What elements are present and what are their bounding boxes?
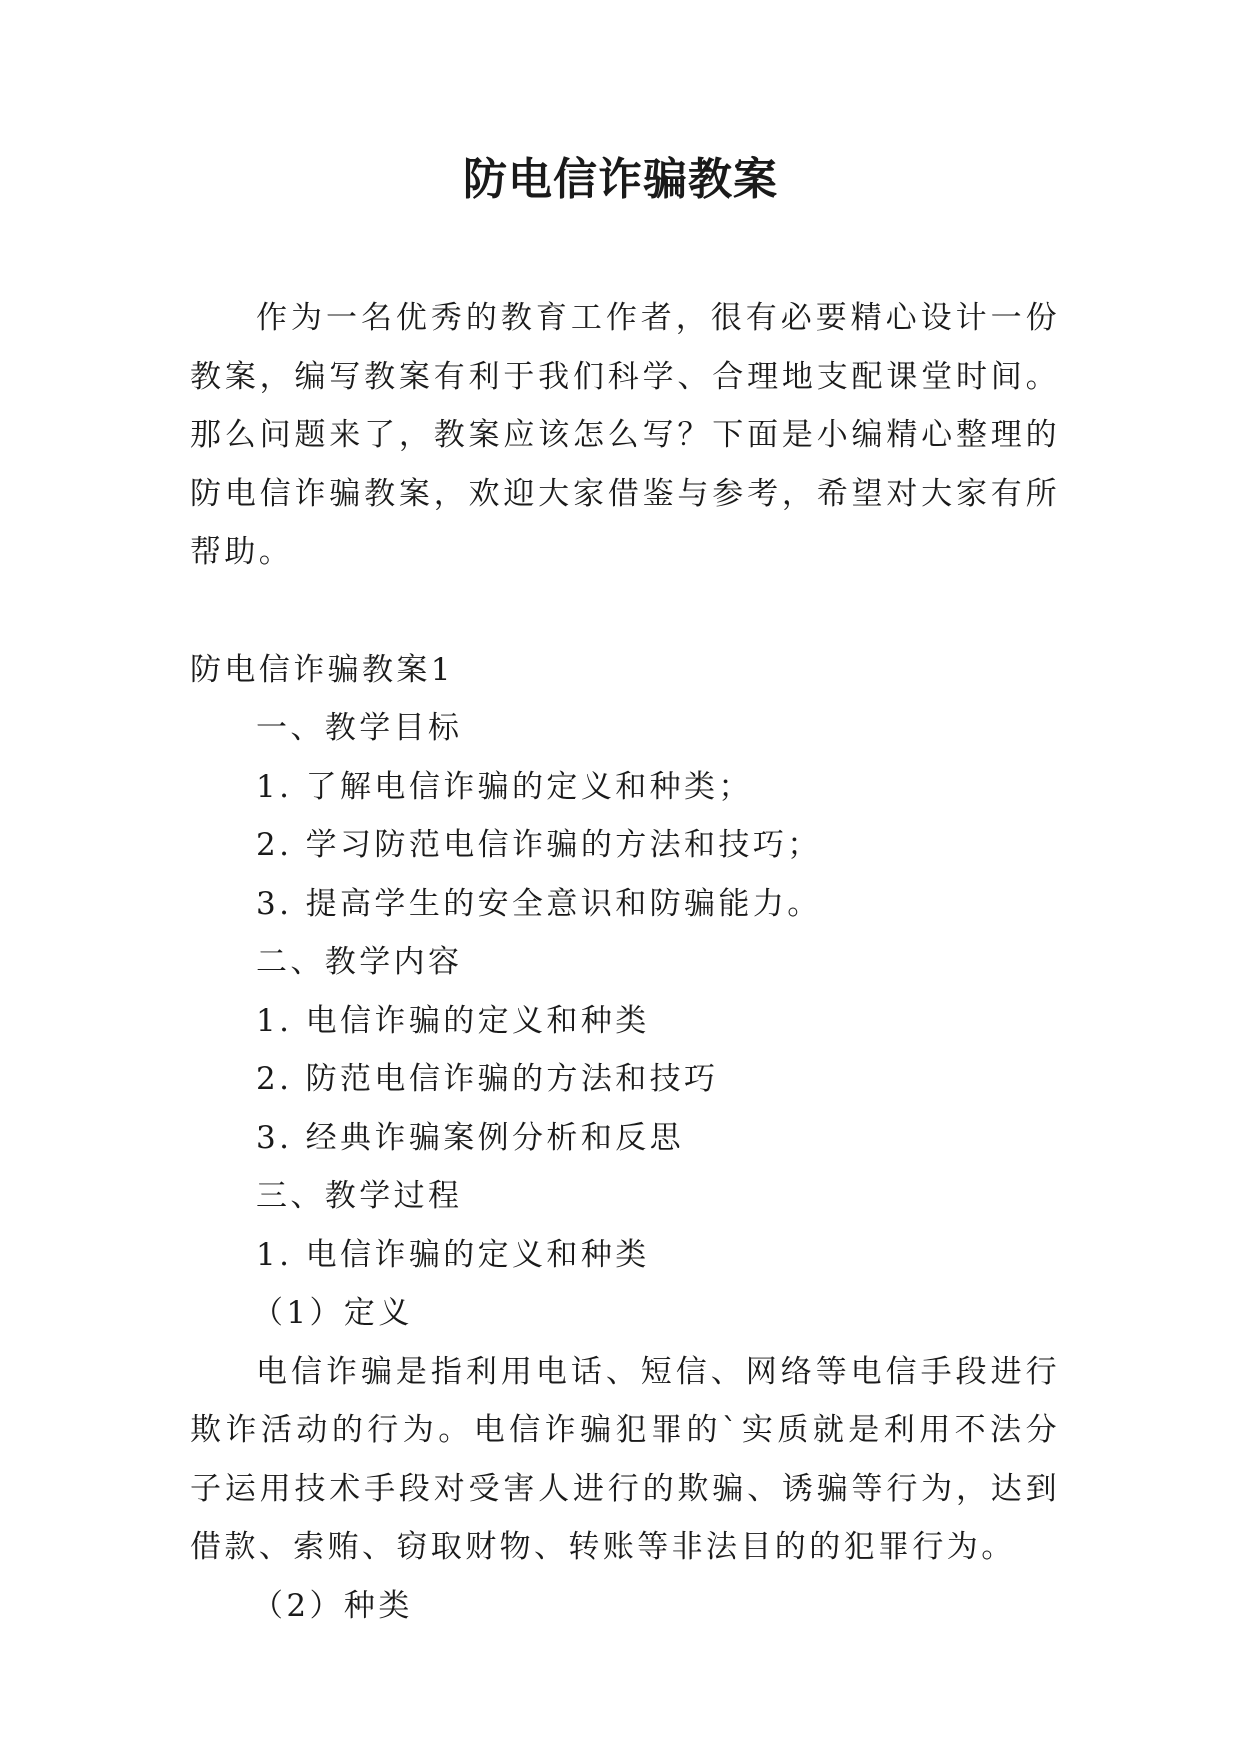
section-title: 防电信诈骗教案1 [190, 651, 454, 688]
part3-step: 1. 电信诈骗的定义和种类 [256, 1236, 650, 1273]
spacer [190, 582, 1060, 641]
part1-item: 3. 提高学生的安全意识和防骗能力。 [256, 885, 822, 922]
document-body [190, 289, 1060, 1635]
part2-item: 3. 经典诈骗案例分析和反思 [256, 1119, 685, 1156]
intro-paragraph: 作为一名优秀的教育工作者，很有必要精心设计一份教案，编写教案有利于我们科学、合理地支配课堂时间。那么问题来了，教案应该怎么写？下面是小编精心整理的防电信诈骗教案，欢迎大家借鉴与参考，希望对大家有所帮助。 [190, 300, 1060, 570]
part2-item: 2. 防范电信诈骗的方法和技巧 [256, 1061, 719, 1097]
part3-heading: 三、教学过程 [256, 1178, 463, 1214]
part1-item: 2. 学习防范电信诈骗的方法和技巧； [256, 827, 822, 863]
definition-label: （1）定义 [252, 1295, 413, 1331]
part2-item: 1. 电信诈骗的定义和种类 [256, 1002, 650, 1039]
part2-heading: 二、教学内容 [256, 944, 463, 980]
types-label: （2）种类 [252, 1587, 413, 1624]
part1-item: 1. 了解电信诈骗的定义和种类； [256, 768, 753, 805]
part1-heading: 一、教学目标 [256, 710, 463, 746]
definition-paragraph: 电信诈骗是指利用电话、短信、网络等电信手段进行欺诈活动的行为。电信诈骗犯罪的`实质就是利用不法分子运用技术手段对受害人进行的欺骗、诱骗等行为，达到借款、索贿、窃取财物、转账等非法目的的犯罪行为。 [190, 1353, 1060, 1565]
document-title: 防电信诈骗教案 [463, 154, 778, 205]
